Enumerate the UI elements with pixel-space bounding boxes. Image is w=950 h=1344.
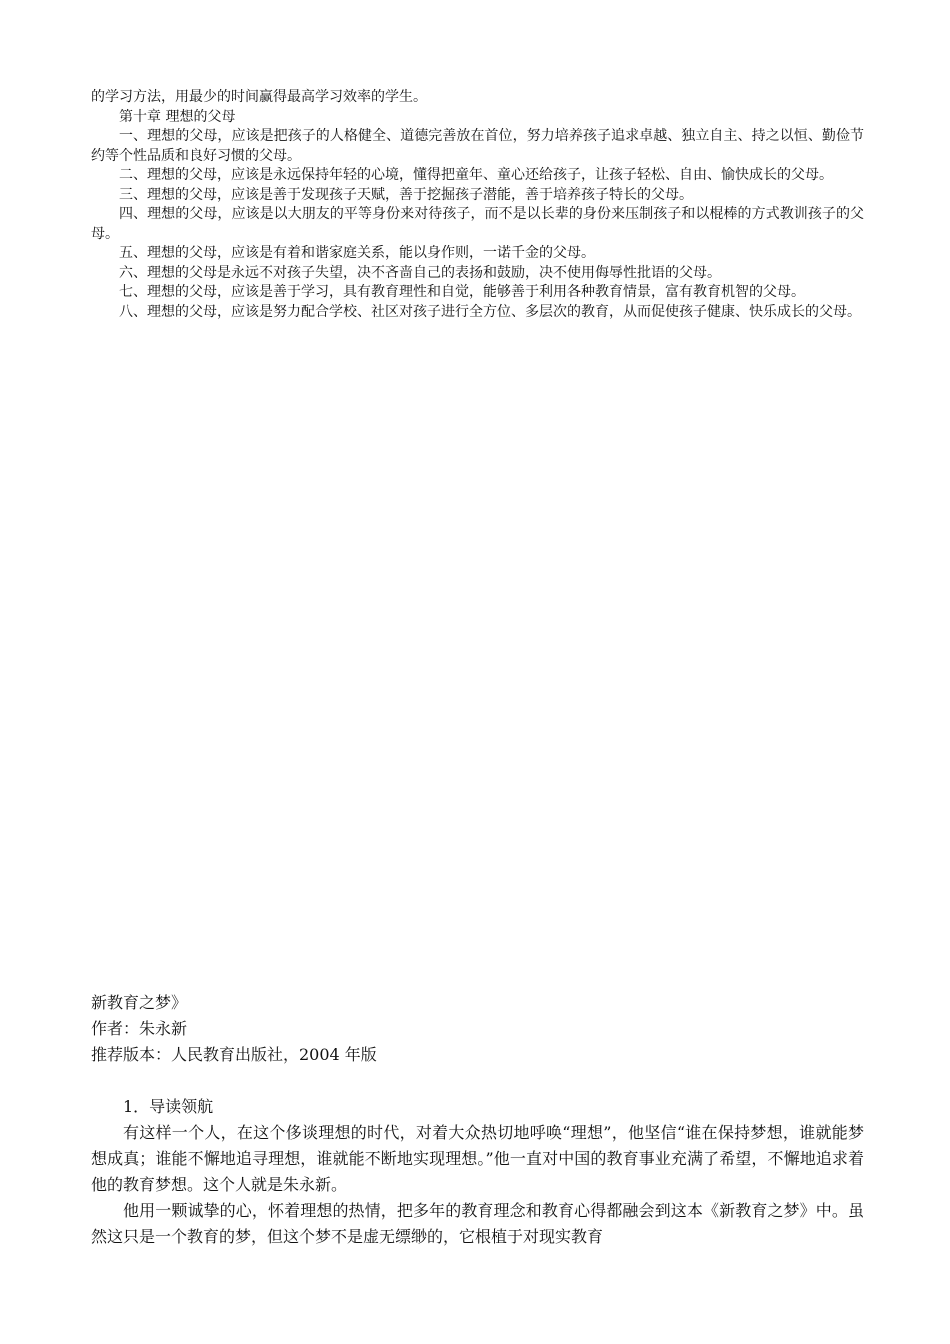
author-line: 作者：朱永新 (91, 1019, 188, 1038)
book-title: 新教育之梦》 (91, 993, 188, 1012)
chapter-heading: 第十章 理想的父母 (119, 108, 236, 125)
list-item: 六、理想的父母是永远不对孩子失望，决不吝啬自己的表扬和鼓励，决不使用侮辱性批语的父母。 (119, 264, 721, 281)
section-heading: 1．导读领航 (123, 1097, 214, 1116)
bottom-text-block (91, 990, 864, 1250)
top-text-block (91, 88, 864, 322)
list-item: 八、理想的父母，应该是努力配合学校、社区对孩子进行全方位、多层次的教育，从而促使孩子健康、快乐成长的父母。 (119, 303, 861, 320)
list-item: 五、理想的父母，应该是有着和谐家庭关系，能以身作则，一诺千金的父母。 (119, 245, 595, 261)
body-paragraph: 他用一颗诚挚的心，怀着理想的热情，把多年的教育理念和教育心得都融会到这本《新教育之梦》中。虽然这只是一个教育的梦，但这个梦不是虚无缥缈的，它根植于对现实教育 (91, 1201, 864, 1246)
list-item: 三、理想的父母，应该是善于发现孩子天赋，善于挖掘孩子潜能，善于培养孩子特长的父母。 (119, 186, 693, 203)
body-paragraph: 有这样一个人，在这个侈谈理想的时代，对着大众热切地呼唤“理想”，他坚信“谁在保持梦想，谁就能梦想成真；谁能不懈地追寻理想，谁就能不断地实现理想。”他一直对中国的教育事业充满了希望，不懈地追求着他的教育梦想。这个人就是朱永新。 (91, 1123, 864, 1194)
blank-line (91, 1068, 864, 1094)
list-item: 四、理想的父母，应该是以大朋友的平等身份来对待孩子，而不是以长辈的身份来压制孩子和以棍棒的方式教训孩子的父母。 (91, 206, 864, 242)
list-item: 一、理想的父母，应该是把孩子的人格健全、道德完善放在首位，努力培养孩子追求卓越、独立自主、持之以恒、勤俭节约等个性品质和良好习惯的父母。 (91, 128, 864, 164)
list-item: 二、理想的父母，应该是永远保持年轻的心境，懂得把童年、童心还给孩子，让孩子轻松、自由、愉快成长的父母。 (119, 167, 833, 183)
edition-line: 推荐版本：人民教育出版社，2004 年版 (91, 1045, 377, 1064)
continuation-line: 的学习方法，用最少的时间赢得最高学习效率的学生。 (91, 89, 427, 105)
list-item: 七、理想的父母，应该是善于学习，具有教育理性和自觉，能够善于利用各种教育情景，富有教育机智的父母。 (119, 284, 805, 300)
